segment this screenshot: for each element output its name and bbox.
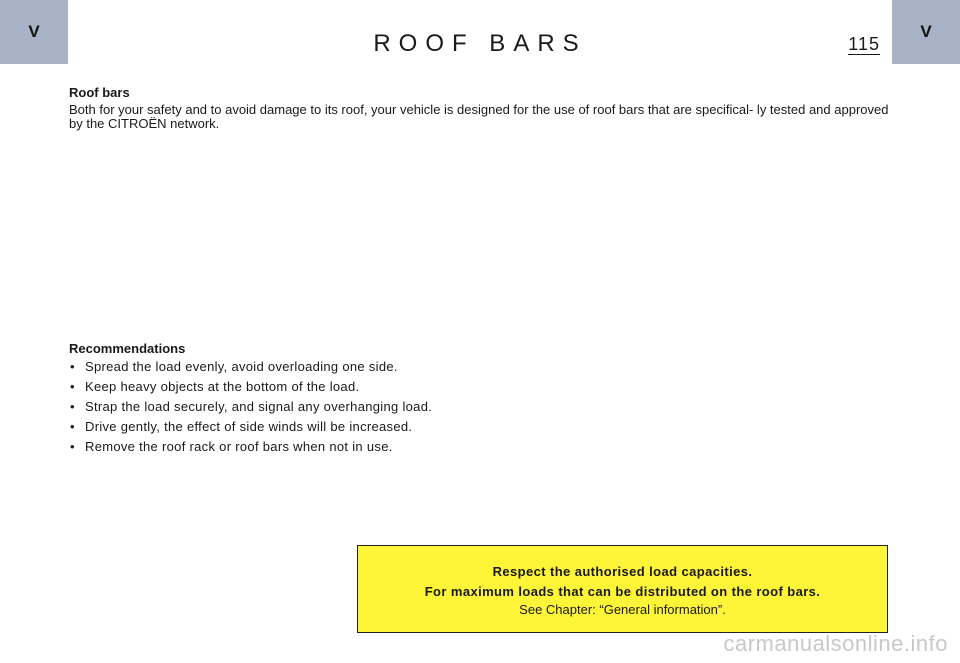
recommendations-section xyxy=(69,342,669,460)
bullet-icon: • xyxy=(70,359,75,374)
list-item: • Strap the load securely, and signal any overhanging load. xyxy=(70,399,433,414)
watermark: carmanualsonline.info xyxy=(723,631,948,656)
warning-line-3: See Chapter: “General information”. xyxy=(519,602,726,617)
recommendations-heading: Recommendations xyxy=(69,341,186,356)
bullet-icon: • xyxy=(70,419,75,434)
chapter-tab-left: V xyxy=(0,0,68,64)
list-item: • Remove the roof rack or roof bars when not in use. xyxy=(70,439,393,454)
bullet-icon: • xyxy=(70,379,75,394)
roof-bars-section xyxy=(69,86,899,131)
list-item: • Keep heavy objects at the bottom of the load. xyxy=(70,379,360,394)
bullet-icon: • xyxy=(70,439,75,454)
page-header xyxy=(0,0,960,64)
roof-bars-text: Both for your safety and to avoid damage to its roof, your vehicle is designed for the use of roof bars that are specifical- ly tested and approved by the CITROËN network. xyxy=(69,102,889,131)
chapter-tab-right: V xyxy=(892,0,960,64)
warning-line-1: Respect the authorised load capacities. xyxy=(492,564,753,579)
list-item: • Drive gently, the effect of side winds will be increased. xyxy=(70,419,413,434)
roof-bars-heading: Roof bars xyxy=(69,85,130,100)
list-item: • Spread the load evenly, avoid overloading one side. xyxy=(70,359,398,374)
load-warning-box xyxy=(357,545,888,633)
bullet-icon: • xyxy=(70,399,75,414)
page-number: 115 xyxy=(848,34,880,54)
page-title: ROOF BARS xyxy=(373,30,587,57)
warning-line-2: For maximum loads that can be distributed on the roof bars. xyxy=(424,584,821,599)
recommendations-list xyxy=(69,360,669,454)
